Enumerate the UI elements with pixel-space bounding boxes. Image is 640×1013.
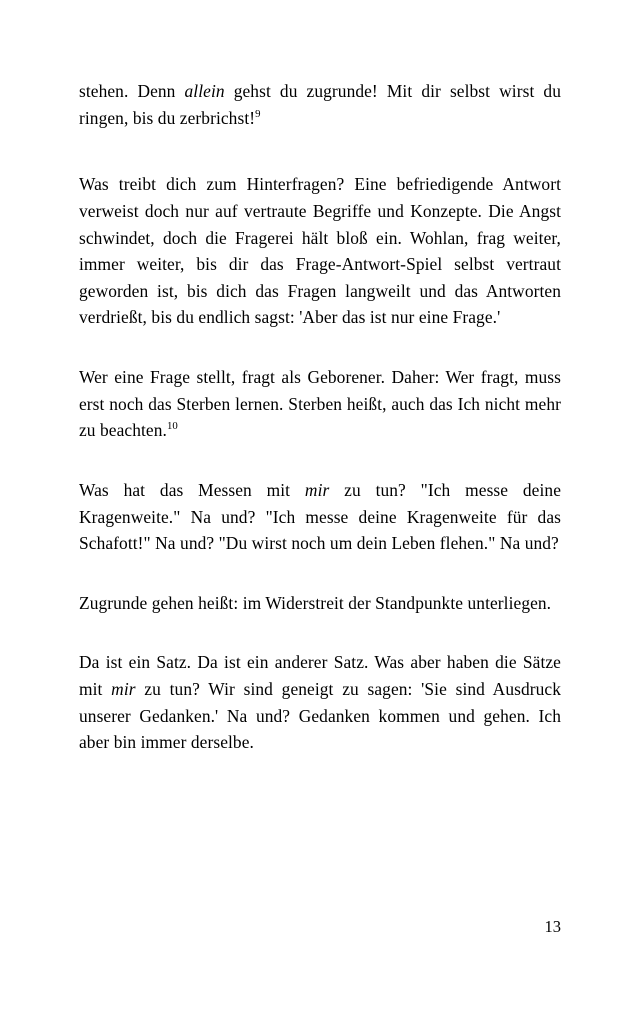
page-number: 13 — [544, 916, 561, 936]
paragraph: Da ist ein Satz. Da ist ein anderer Satz. Was aber haben die Sätze mit mir zu tun? Wir sind geneigt zu sagen: 'Sie sind Ausdruck unserer Gedanken.' Na und? Gedanken kommen und gehen. Ich aber bin immer derselbe. — [79, 652, 561, 753]
paragraph: Was hat das Messen mit mir zu tun? "Ich messe deine Kragenweite." Na und? "Ich messe deine Kragenweite für das Schafott!" Na und? "Du wirst noch um dein Leben flehen." Na und? — [79, 479, 561, 554]
paragraph: Wer eine Frage stellt, fragt als Geborener. Daher: Wer fragt, muss erst noch das Sterben lernen. Sterben heißt, auch das Ich nicht mehr zu beachten.$^{10}$ — [79, 367, 561, 441]
emphasis-text: mir — [111, 679, 136, 699]
footnote-marker: 9 — [255, 107, 261, 120]
paragraph: Zugrunde gehen heißt: im Widerstreit der Standpunkte unterliegen. — [79, 592, 552, 613]
paragraph: Was treibt dich zum Hinterfragen? Eine befriedigende Antwort verweist doch nur auf vertraute Begriffe und Konzepte. Die Angst schwindet, doch die Fragerei hält bloß ein. Wohlan, frag weiter, immer weiter, bis dir das Frage-Antwort-Spiel selbst vertraut geworden ist, bis dich das Fragen langweilt und das Antworten verdrießt, bis du endlich sagst: 'Aber das ist nur eine Frage.' — [79, 174, 561, 328]
emphasis-text: mir — [304, 479, 330, 500]
page-body-text — [79, 78, 561, 756]
footnote-marker: 10 — [166, 420, 178, 433]
paragraph: stehen. Denn allein gehst du zugrunde! Mit dir selbst wirst du ringen, bis du zerbrichst!$^9$ — [79, 81, 561, 128]
emphasis-text: allein — [184, 81, 225, 101]
